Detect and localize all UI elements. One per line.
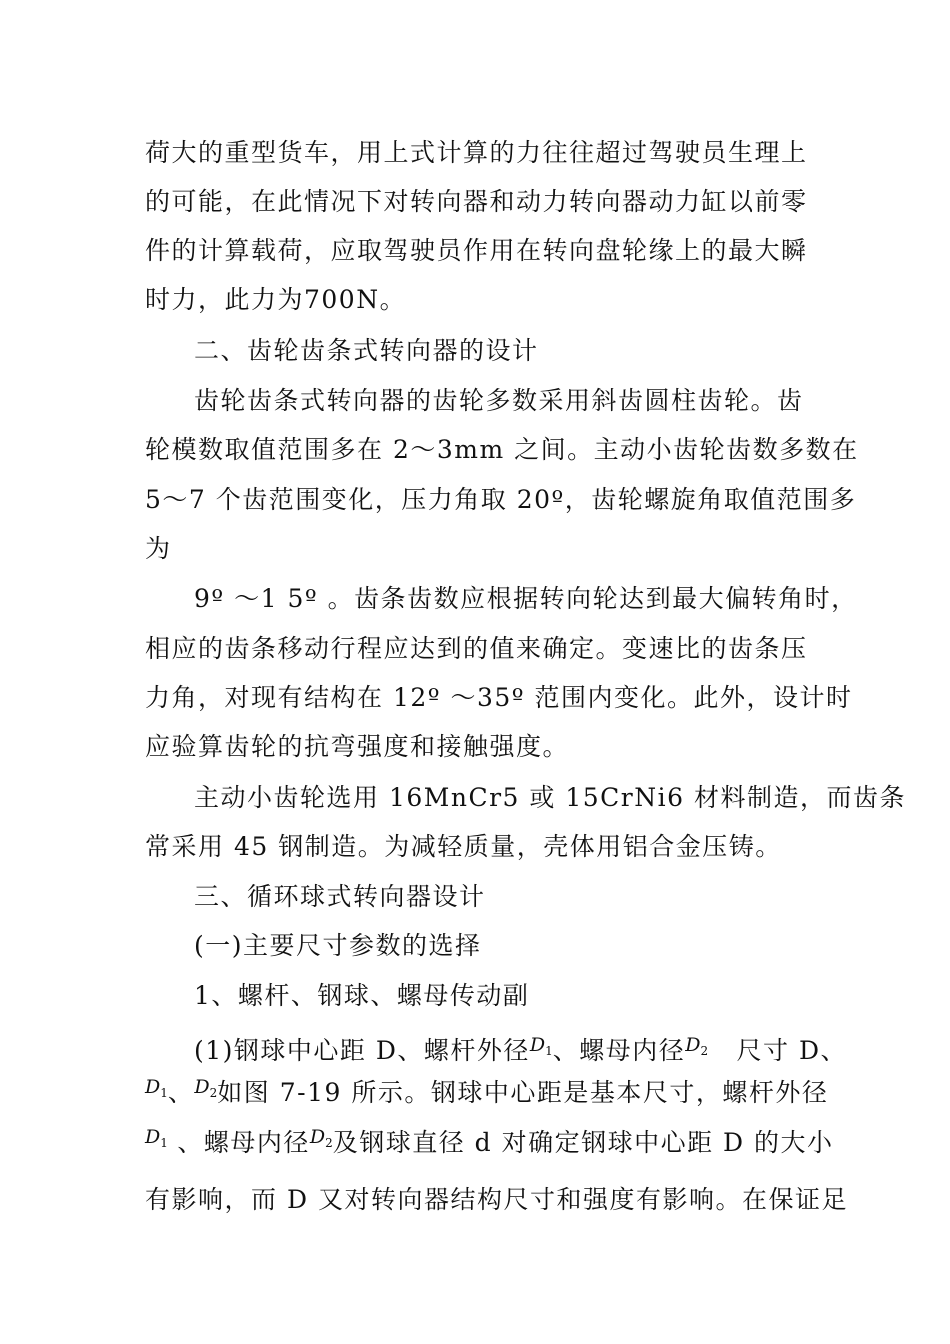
- text-line: 力角，对现有结构在 12º ～35º 范围内变化。此外，设计时: [145, 683, 853, 712]
- formula-line: [145, 1076, 828, 1110]
- text-line: 主动小齿轮选用 16MnCr5 或 15CrNi6 材料制造，而齿条: [194, 783, 906, 812]
- math-symbol: D2: [194, 1076, 218, 1100]
- section-heading: 三、循环球式转向器设计: [194, 882, 486, 911]
- formula-text: 尺寸 D、: [708, 1036, 848, 1065]
- text-line: 轮模数取值范围多在 2～3mm 之间。主动小齿轮齿数多数在: [145, 435, 859, 464]
- text-line: 5～7 个齿范围变化，压力角取 20º，齿轮螺旋角取值范围多: [145, 485, 857, 514]
- formula-text: 如图 7-19 所示。钢球中心距是基本尺寸，螺杆外径: [217, 1078, 829, 1107]
- formula-line: [145, 1126, 834, 1160]
- math-symbol: D2: [309, 1126, 333, 1150]
- math-symbol: D1: [529, 1034, 553, 1058]
- text-line: 荷大的重型货车，用上式计算的力往往超过驾驶员生理上: [145, 138, 808, 167]
- subsection-heading: (一)主要尺寸参数的选择: [194, 931, 482, 960]
- formula-text: 、: [167, 1078, 195, 1107]
- formula-text: (1)钢球中心距 D、螺杆外径: [194, 1036, 530, 1065]
- text-line: 的可能，在此情况下对转向器和动力转向器动力缸以前零: [145, 187, 808, 216]
- text-line: 时力，此力为700N。: [145, 285, 407, 314]
- text-line: 齿轮齿条式转向器的齿轮多数采用斜齿圆柱齿轮。齿: [194, 386, 804, 415]
- math-symbol: D1: [145, 1076, 168, 1100]
- text-line: 应验算齿轮的抗弯强度和接触强度。: [145, 732, 570, 761]
- math-symbol: D2: [685, 1034, 709, 1058]
- text-line: 件的计算载荷，应取驾驶员作用在转向盘轮缘上的最大瞬: [145, 236, 808, 265]
- math-symbol: D1: [145, 1126, 168, 1150]
- text-line: 为: [145, 534, 172, 563]
- subsection-heading: 1、螺杆、钢球、螺母传动副: [194, 981, 530, 1010]
- text-line: 常采用 45 钢制造。为减轻质量，壳体用铝合金压铸。: [145, 832, 782, 861]
- text-line: 有影响，而 D 又对转向器结构尺寸和强度有影响。在保证足: [145, 1185, 848, 1214]
- formula-line: [194, 1034, 847, 1068]
- text-line: 相应的齿条移动行程应达到的值来确定。变速比的齿条压: [145, 634, 808, 663]
- formula-text: 、螺母内径: [552, 1036, 686, 1065]
- text-line: 9º ～1 5º 。齿条齿数应根据转向轮达到最大偏转角时，: [194, 584, 858, 613]
- formula-text: 及钢球直径 d 对确定钢球中心距 D 的大小: [332, 1128, 834, 1157]
- section-heading: 二、齿轮齿条式转向器的设计: [194, 336, 539, 365]
- formula-text: 、螺母内径: [167, 1128, 310, 1157]
